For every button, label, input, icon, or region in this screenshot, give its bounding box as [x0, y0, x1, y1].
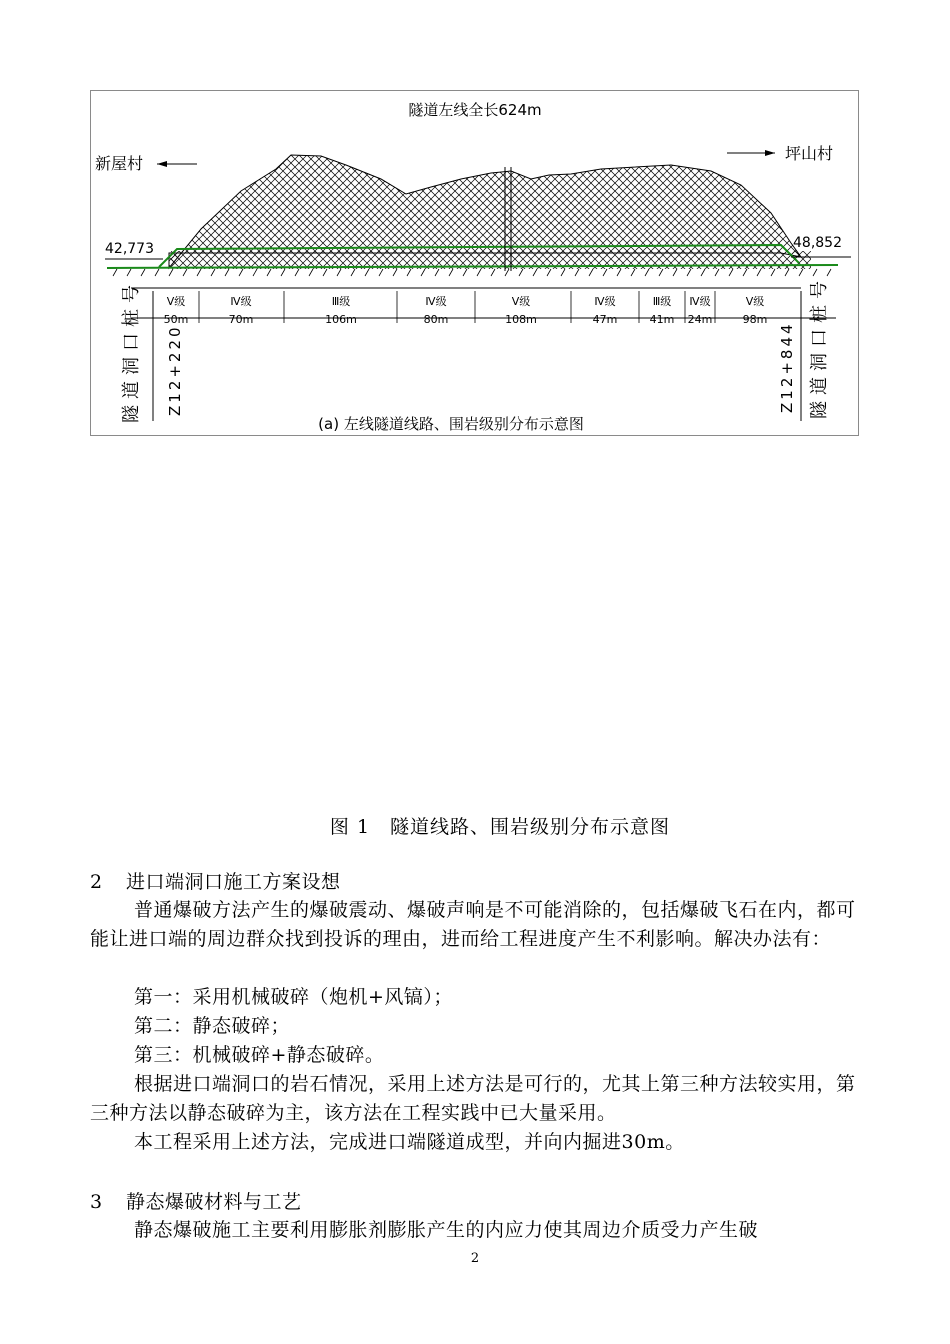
figure-title: 隧道左线全长624m: [408, 101, 542, 119]
tunnel-diagram: [91, 91, 860, 437]
segment-grade: Ⅳ级: [425, 295, 447, 308]
segment-length: 80m: [423, 313, 449, 326]
figure-subcaption: (a) 左线隧道线路、围岩级别分布示意图: [318, 415, 584, 433]
segment-grade: Ⅲ级: [652, 295, 672, 308]
left-station-label: 隧道洞口桩号: [121, 279, 142, 423]
right-village-label: 坪山村: [785, 144, 834, 163]
left-elevation: 42,773: [105, 241, 154, 257]
page-number: 2: [470, 1251, 480, 1266]
segment-length: 98m: [742, 313, 768, 326]
segment-length: 47m: [592, 313, 618, 326]
segment-length: 24m: [687, 313, 713, 326]
segment-grade: Ⅲ级: [331, 295, 351, 308]
segment-grade: Ⅴ级: [745, 295, 765, 308]
segment-length: 70m: [228, 313, 254, 326]
section-2-heading: [90, 867, 341, 894]
segment-grade: Ⅴ级: [511, 295, 531, 308]
paragraph-text: m。: [646, 1131, 685, 1153]
paragraph: 静态爆破施工主要利用膨胀剂膨胀产生的内应力使其周边介质受力产生破: [134, 1219, 759, 1241]
left-village-label: 新屋村: [95, 154, 144, 173]
segment-length: 50m: [163, 313, 189, 326]
segment-length: 106m: [325, 313, 357, 326]
left-station-value: Z12+220: [166, 324, 184, 416]
segment-length: 108m: [505, 313, 537, 326]
right-elevation: 48,852: [793, 235, 842, 251]
left-arrow-head: [157, 161, 167, 167]
paragraph: [90, 1128, 870, 1157]
segment-grade: Ⅳ级: [689, 295, 711, 308]
list-item: 第三：机械破碎+静态破碎。: [134, 1044, 385, 1066]
segment-grade: Ⅳ级: [594, 295, 616, 308]
list-item: 第二：静态破碎；: [134, 1015, 291, 1037]
tunnel-figure: [90, 90, 859, 436]
right-station-value: Z12+844: [778, 321, 796, 413]
section-3-heading: [90, 1187, 302, 1214]
section-number: 2: [90, 871, 103, 893]
section-number: 3: [90, 1191, 103, 1213]
paragraph: 根据进口端洞口的岩石情况，采用上述方法是可行的，尤其上第三种方法较实用，第三种方法以静态破碎为主，该方法在工程实践中已大量采用。: [90, 1073, 856, 1124]
segment-grade: Ⅳ级: [230, 295, 252, 308]
paragraph-text: 本工程采用上述方法，完成进口端隧道成型，并向内掘进: [134, 1131, 622, 1153]
ground-hatching: [113, 269, 831, 276]
paragraph: 普通爆破方法产生的爆破震动、爆破声响是不可能消除的，包括爆破飞石在内，都可能让进口端的周边群众找到投诉的理由，进而给工程进度产生不利影响。解决办法有：: [90, 899, 856, 950]
paragraph-number: 30: [621, 1131, 647, 1153]
section-title: 进口端洞口施工方案设想: [126, 871, 341, 893]
list-item: 第一：采用机械破碎（炮机+风镐）；: [134, 986, 453, 1008]
segment-grade: Ⅴ级: [166, 295, 186, 308]
right-station-label: 隧道洞口桩号: [809, 275, 830, 419]
section-title: 静态爆破材料与工艺: [126, 1191, 302, 1213]
figure-caption: 图 1 隧道线路、围岩级别分布示意图: [329, 816, 671, 838]
right-arrow-head: [765, 150, 775, 156]
segment-length: 41m: [649, 313, 675, 326]
